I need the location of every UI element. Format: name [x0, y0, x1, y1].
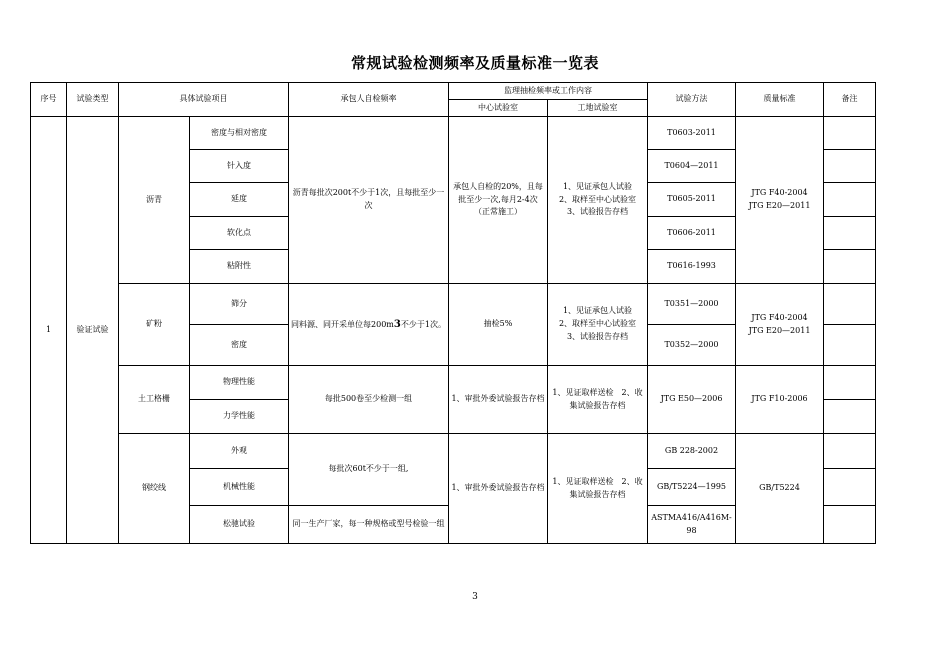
group-name-asphalt: 沥青: [119, 117, 190, 284]
item-cell: 软化点: [190, 217, 289, 250]
item-cell: 外观: [190, 434, 289, 469]
header-supervisor: 监理抽检频率或工作内容: [449, 83, 648, 100]
group-name-mineral: 矿粉: [119, 284, 190, 366]
contractor-freq-strand-2: 同一生产厂家，每一种规格或型号检验一组: [289, 506, 449, 544]
center-lab-asphalt: 承包人自检的20%，且每批至少一次,每月2-4次（正常施工）: [449, 117, 548, 284]
contractor-freq-strand: 每批次60t不少于一组,: [289, 434, 449, 506]
method-cell: GB/T5224—1995: [648, 469, 736, 506]
remark-cell: [824, 400, 876, 434]
header-method: 试验方法: [648, 83, 736, 117]
contractor-freq-mineral: [289, 284, 449, 366]
test-type-cell: 验证试验: [67, 117, 119, 544]
header-standard: 质量标准: [736, 83, 824, 117]
item-cell: 针入度: [190, 150, 289, 183]
remark-cell: [824, 434, 876, 469]
header-center-lab: 中心试验室: [449, 100, 548, 117]
contractor-freq-mineral-exponent: 3: [393, 318, 401, 330]
center-lab-mineral: 抽检5%: [449, 284, 548, 366]
table-row: [31, 117, 876, 150]
method-cell: T0604—2011: [648, 150, 736, 183]
contractor-freq-mineral-text: 同料源、同开采单位每200m: [291, 319, 394, 329]
standard-geogrid: JTG F10-2006: [736, 366, 824, 434]
remark-cell: [824, 117, 876, 150]
site-lab-geogrid: 1、见证取样送检 2、收集试验报告存档: [548, 366, 648, 434]
table-row: [31, 434, 876, 469]
standard-mineral: JTG F40-2004 JTG E20—2011: [736, 284, 824, 366]
group-name-geogrid: 土工格栅: [119, 366, 190, 434]
item-cell: 延度: [190, 183, 289, 217]
site-lab-strand: 1、见证取样送检 2、收集试验报告存档: [548, 434, 648, 544]
item-cell: 物理性能: [190, 366, 289, 400]
item-cell: 密度: [190, 325, 289, 366]
site-lab-asphalt: 1、见证承包人试验 2、取样至中心试验室 3、试验报告存档: [548, 117, 648, 284]
page-title: 常规试验检测频率及质量标准一览表: [350, 54, 599, 72]
remark-cell: [824, 183, 876, 217]
remark-cell: [824, 469, 876, 506]
header-contractor-freq: 承包人自检频率: [289, 83, 449, 117]
remark-cell: [824, 250, 876, 284]
item-cell: 力学性能: [190, 400, 289, 434]
standard-strand: GB/T5224: [736, 434, 824, 544]
method-cell: ASTMA416/A416M-98: [648, 506, 736, 544]
site-lab-mineral: 1、见证承包人试验 2、取样至中心试验室 3、试验报告存档: [548, 284, 648, 366]
method-cell: T0616-1993: [648, 250, 736, 284]
center-lab-geogrid: 1、审批外委试验报告存档: [449, 366, 548, 434]
header-site-lab: 工地试验室: [548, 100, 648, 117]
contractor-freq-asphalt: 沥青每批次200t不少于1次，且每批至少一次: [289, 117, 449, 284]
item-cell: 机械性能: [190, 469, 289, 506]
remark-cell: [824, 506, 876, 544]
item-cell: 粘附性: [190, 250, 289, 284]
item-cell: 松驰试验: [190, 506, 289, 544]
method-cell: T0351—2000: [648, 284, 736, 325]
page-number: 3: [472, 592, 478, 602]
header-row: [31, 83, 876, 100]
group-name-strand: 钢绞线: [119, 434, 190, 544]
remark-cell: [824, 150, 876, 183]
method-cell: T0603-2011: [648, 117, 736, 150]
header-item: 具体试验项目: [119, 83, 289, 117]
method-cell: T0352—2000: [648, 325, 736, 366]
item-cell: 筛分: [190, 284, 289, 325]
method-geogrid: JTG E50—2006: [648, 366, 736, 434]
item-cell: 密度与相对密度: [190, 117, 289, 150]
seq-cell: 1: [31, 117, 67, 544]
remark-cell: [824, 366, 876, 400]
remark-cell: [824, 325, 876, 366]
method-cell: T0605-2011: [648, 183, 736, 217]
remark-cell: [824, 217, 876, 250]
header-seq: 序号: [31, 83, 67, 117]
center-lab-strand: 1、审批外委试验报告存档: [449, 434, 548, 544]
remark-cell: [824, 284, 876, 325]
header-type: 试验类型: [67, 83, 119, 117]
method-cell: GB 228-2002: [648, 434, 736, 469]
header-remark: 备注: [824, 83, 876, 117]
contractor-freq-mineral-suffix: 不少于1次。: [400, 319, 446, 329]
standards-table: [30, 82, 876, 544]
standard-asphalt: JTG F40-2004 JTG E20—2011: [736, 117, 824, 284]
method-cell: T0606-2011: [648, 217, 736, 250]
contractor-freq-geogrid: 每批500卷至少检测一组: [289, 366, 449, 434]
table-row: [31, 284, 876, 325]
table-row: [31, 366, 876, 400]
